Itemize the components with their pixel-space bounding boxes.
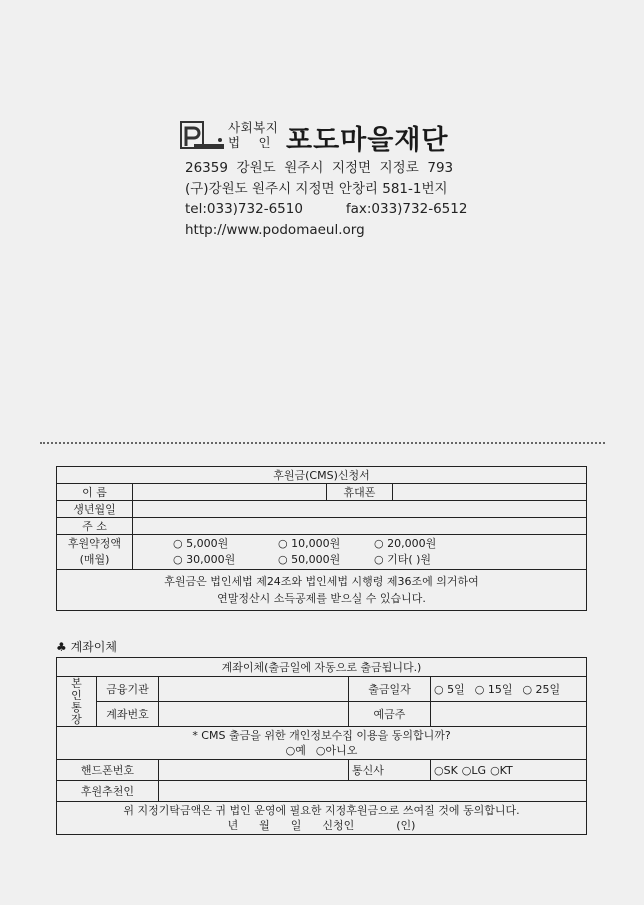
amount-option-50000[interactable]: ○ 50,000원: [278, 553, 341, 566]
address-block: [185, 158, 467, 240]
phone-field[interactable]: [393, 484, 587, 501]
donation-application-form: [56, 466, 587, 611]
day-option-5[interactable]: ○ 5일: [434, 683, 465, 696]
tax-deduction-note: [57, 570, 587, 611]
note-line2: 연말정산시 소득공제를 받으실 수 있습니다.: [217, 592, 426, 605]
account-label: 계좌번호: [97, 702, 159, 727]
bank-field[interactable]: [159, 677, 349, 702]
amount-label-line2: (매월): [79, 553, 110, 566]
amount-label: [57, 535, 133, 570]
holder-field[interactable]: [431, 702, 587, 727]
birth-label: 생년월일: [57, 501, 133, 518]
postal-address: 26359 강원도 원주시 지정면 지정로 793: [185, 160, 454, 176]
amount-label-line1: 후원약정액: [67, 537, 122, 550]
club-icon: ♣: [56, 640, 67, 654]
account-field[interactable]: [159, 702, 349, 727]
amount-option-5000[interactable]: ○ 5,000원: [173, 537, 229, 550]
consent-question: * CMS 출금을 위한 개인정보수집 이용을 동의합니까?: [192, 729, 451, 742]
carrier-options: [431, 760, 587, 781]
carrier-label: 통신사: [349, 760, 431, 781]
bank-label: 금융기관: [97, 677, 159, 702]
org-type-line2: 법 인: [228, 135, 272, 150]
withdraw-day-label: 출금일자: [349, 677, 431, 702]
org-name: 포도마을재단: [286, 125, 449, 156]
amount-options: [133, 535, 587, 570]
amount-option-30000[interactable]: ○ 30,000원: [173, 553, 236, 566]
website-link[interactable]: http://www.podomaeul.org: [185, 221, 365, 238]
tel-fax: tel:033)732-6510 fax:033)732-6512: [185, 201, 468, 217]
day-option-25[interactable]: ○ 25일: [522, 683, 561, 696]
consent-yes[interactable]: ○예: [285, 744, 306, 757]
amount-option-10000[interactable]: ○ 10,000원: [278, 537, 341, 550]
bank-transfer-form: [56, 657, 587, 835]
address-label: 주 소: [57, 518, 133, 535]
note-line1: 후원금은 법인세법 제24조와 법인세법 시행령 제36조에 의거하여: [164, 575, 479, 588]
own-account-label: 본 인 통 장: [57, 677, 97, 727]
holder-label: 예금주: [349, 702, 431, 727]
org-type-line1: 사회복지: [228, 120, 279, 135]
address-field[interactable]: [133, 518, 587, 535]
form2-title: 계좌이체(출금일에 자동으로 출금됩니다.): [57, 658, 587, 677]
withdraw-day-options: [431, 677, 587, 702]
referrer-label: 후원추천인: [57, 781, 159, 802]
form1-title: 후원금(CMS)신청서: [57, 467, 587, 484]
consent-row: [57, 727, 587, 760]
mobile-label: 핸드폰번호: [57, 760, 159, 781]
consent-no[interactable]: ○아니오: [315, 744, 358, 757]
amount-option-20000[interactable]: ○ 20,000원: [374, 537, 437, 550]
cut-line-divider: [40, 442, 605, 444]
old-address: (구)강원도 원주시 지정면 안창리 581-1번지: [185, 180, 448, 197]
birth-field[interactable]: [133, 501, 587, 518]
podo-logo-icon: [180, 118, 226, 152]
carrier-kt[interactable]: ○KT: [490, 763, 513, 777]
phone-label: 휴대폰: [327, 484, 393, 501]
carrier-sk[interactable]: ○SK: [434, 763, 458, 777]
signature-line[interactable]: 년 월 일 신청인 (인): [227, 819, 416, 832]
agreement-text: 위 지정기탁금액은 귀 법인 운영에 필요한 지정후원금으로 쓰여질 것에 동의합니다.: [123, 804, 520, 817]
agreement-row: [57, 802, 587, 835]
mobile-field[interactable]: [159, 760, 349, 781]
bank-transfer-heading: [56, 638, 117, 655]
day-option-15[interactable]: ○ 15일: [474, 683, 513, 696]
name-field[interactable]: [133, 484, 327, 501]
referrer-field[interactable]: [159, 781, 587, 802]
bank-transfer-title: 계좌이체: [70, 640, 117, 654]
org-type-label: [228, 120, 278, 150]
carrier-lg[interactable]: ○LG: [461, 763, 487, 777]
name-label: 이 름: [57, 484, 133, 501]
amount-option-other[interactable]: ○ 기타( )원: [374, 553, 432, 566]
